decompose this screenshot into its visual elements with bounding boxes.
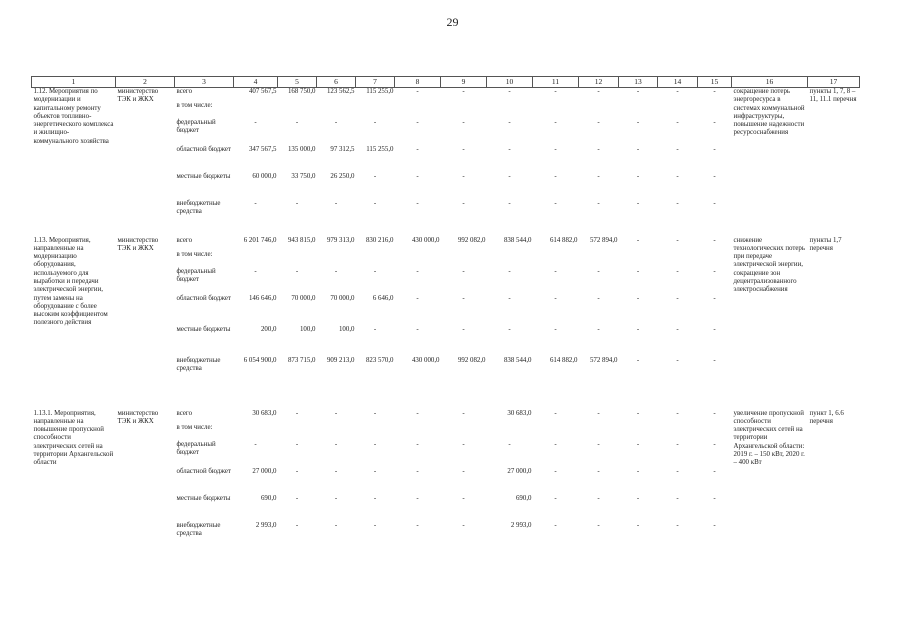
source-label: местные бюджеты [176, 494, 231, 502]
amount-cell: - [462, 267, 465, 275]
amount-cell: 873 715,0 [287, 356, 316, 364]
block-title: 1.12. Мероприятия по модернизации и капитальному ремонту объектов топливно-энергетического комплекса и жилищно-коммунального хозяйства [33, 88, 114, 145]
amount-cell: - [295, 118, 299, 126]
amount-cell: - [462, 199, 465, 207]
amount-cell: - [597, 440, 600, 448]
source-label: в том числе: [176, 101, 213, 109]
col-header: 16 [732, 77, 808, 88]
col-header: 9 [441, 77, 487, 88]
amount-cell: - [462, 145, 465, 153]
col-header: 3 [175, 77, 234, 88]
block-reference: пункты 1, 7, 8 – 11, 11.1 перечня [809, 88, 857, 104]
source-label: областной бюджет [176, 467, 231, 475]
col-header: 6 [317, 77, 356, 88]
amount-cell: - [508, 267, 511, 275]
amount-cell: - [554, 521, 557, 529]
col-header: 17 [808, 77, 860, 88]
amount-cell: 60 000,0 [252, 172, 277, 180]
amount-cell: - [597, 467, 600, 475]
amount-cell: - [676, 409, 679, 417]
amount-cell [356, 424, 395, 441]
source-label: в том числе: [176, 250, 213, 258]
amount-cell: - [295, 467, 299, 475]
amount-cell [317, 424, 356, 441]
amount-cell: 430 000,0 [411, 236, 440, 244]
amount-cell: - [636, 294, 640, 302]
amount-cell: 30 683,0 [252, 409, 277, 417]
amount-cell [619, 424, 658, 441]
amount-cell: - [254, 267, 257, 275]
source-label: всего [176, 236, 193, 244]
amount-cell: - [334, 267, 338, 275]
amount-cell: - [462, 325, 465, 333]
amount-cell: - [713, 440, 716, 448]
col-header: 15 [698, 77, 732, 88]
amount-cell: - [554, 409, 557, 417]
amount-cell [395, 251, 441, 268]
amount-cell: - [554, 267, 557, 275]
amount-cell: - [334, 118, 338, 126]
amount-cell: - [554, 145, 557, 153]
amount-cell: 70 000,0 [330, 294, 355, 302]
amount-cell [395, 102, 441, 119]
block-reference: пункты 1,7 перечня [809, 236, 842, 252]
amount-cell: - [416, 325, 419, 333]
amount-cell: 830 216,0 [365, 236, 394, 244]
amount-cell: - [636, 356, 640, 364]
amount-cell: 2 993,0 [255, 521, 277, 529]
col-header: 10 [487, 77, 533, 88]
amount-cell: 690,0 [260, 494, 277, 502]
amount-cell: - [295, 521, 299, 529]
amount-cell: - [508, 294, 511, 302]
amount-cell: - [597, 521, 600, 529]
amount-cell: - [636, 118, 640, 126]
amount-cell: 992 082,0 [457, 236, 486, 244]
amount-cell: - [462, 294, 465, 302]
source-label: федеральный бюджет [176, 440, 216, 456]
amount-cell [356, 251, 395, 268]
amount-cell [619, 102, 658, 119]
amount-cell: - [597, 494, 600, 502]
amount-cell: - [295, 199, 299, 207]
block-executor: министерство ТЭК и ЖКХ [117, 409, 159, 425]
amount-cell: - [713, 236, 716, 244]
amount-cell: 97 312,5 [330, 145, 355, 153]
amount-cell: - [508, 88, 511, 95]
source-label: всего [176, 88, 193, 95]
header-row [32, 77, 860, 88]
amount-cell: - [334, 409, 338, 417]
amount-cell: 838 544,0 [503, 356, 532, 364]
amount-cell: 992 082,0 [457, 356, 486, 364]
amount-cell: - [676, 267, 679, 275]
amount-cell: - [713, 118, 716, 126]
amount-cell [698, 424, 732, 441]
amount-cell: - [676, 145, 679, 153]
amount-cell [441, 102, 487, 119]
col-header: 1 [32, 77, 116, 88]
source-label: всего [176, 409, 193, 417]
amount-cell: 70 000,0 [291, 294, 316, 302]
amount-cell: - [508, 118, 511, 126]
amount-cell: - [597, 118, 600, 126]
col-header: 2 [116, 77, 175, 88]
amount-cell: - [295, 494, 299, 502]
amount-cell: - [713, 145, 716, 153]
amount-cell [441, 424, 487, 441]
amount-cell: - [254, 440, 257, 448]
amount-cell [441, 251, 487, 268]
source-label: областной бюджет [176, 294, 231, 302]
amount-cell: - [462, 440, 465, 448]
amount-cell: - [676, 521, 679, 529]
amount-cell: - [713, 172, 716, 180]
amount-cell: - [554, 467, 557, 475]
amount-cell [487, 424, 533, 441]
amount-cell: - [508, 440, 511, 448]
amount-cell: - [676, 88, 679, 95]
amount-cell: - [416, 172, 419, 180]
amount-cell: 407 567,5 [248, 88, 277, 95]
block-result: снижение технологических потерь при передаче электрической энергии, сокращение зон децентрализованного электроснабжения [733, 236, 806, 294]
amount-cell [698, 102, 732, 119]
amount-cell: - [373, 409, 377, 417]
amount-cell: 30 683,0 [507, 409, 532, 417]
amount-cell: - [554, 494, 557, 502]
amount-cell: 2 993,0 [510, 521, 532, 529]
amount-cell: - [636, 325, 640, 333]
amount-cell: 572 894,0 [589, 236, 618, 244]
source-label: местные бюджеты [176, 325, 231, 333]
amount-cell: - [373, 267, 377, 275]
amount-cell [234, 424, 278, 441]
amount-cell: - [636, 199, 640, 207]
amount-cell: 100,0 [338, 325, 355, 333]
amount-cell: - [636, 440, 640, 448]
amount-cell: - [334, 199, 338, 207]
amount-cell: - [295, 267, 299, 275]
block-spacer [32, 380, 860, 410]
amount-cell: - [416, 521, 419, 529]
amount-cell [579, 251, 619, 268]
amount-cell [487, 102, 533, 119]
amount-cell: 200,0 [260, 325, 277, 333]
amount-cell: 347 567,5 [248, 145, 277, 153]
amount-cell: - [254, 118, 257, 126]
amount-cell [356, 102, 395, 119]
spacer-cell [32, 223, 860, 237]
amount-cell: - [713, 88, 716, 95]
amount-cell: - [462, 172, 465, 180]
col-header: 5 [278, 77, 317, 88]
amount-cell [533, 424, 579, 441]
amount-cell: - [462, 521, 465, 529]
amount-cell: - [416, 494, 419, 502]
amount-cell: - [713, 325, 716, 333]
amount-cell: - [676, 118, 679, 126]
col-header: 11 [533, 77, 579, 88]
amount-cell: - [713, 199, 716, 207]
amount-cell: - [554, 118, 557, 126]
block-result: сокращение потерь энергоресурса в системах коммунальной инфраструктуры, повышение надежности ресурсоснабжения [733, 88, 805, 137]
amount-cell: - [462, 494, 465, 502]
amount-cell: - [676, 294, 679, 302]
amount-cell [234, 251, 278, 268]
amount-cell: 614 882,0 [549, 356, 578, 364]
amount-cell: - [373, 199, 377, 207]
amount-cell: 6 201 746,0 [243, 236, 277, 244]
spacer-cell [32, 380, 860, 410]
amount-cell: - [713, 467, 716, 475]
amount-cell: - [554, 325, 557, 333]
amount-cell: - [676, 356, 679, 364]
amount-cell: - [636, 145, 640, 153]
amount-cell: - [713, 294, 716, 302]
table-row [32, 88, 860, 102]
amount-cell: - [676, 236, 679, 244]
amount-cell: - [636, 494, 640, 502]
source-label: федеральный бюджет [176, 267, 216, 283]
amount-cell [619, 251, 658, 268]
amount-cell [533, 102, 579, 119]
amount-cell: - [713, 521, 716, 529]
amount-cell: - [416, 294, 419, 302]
amount-cell: - [554, 88, 557, 95]
amount-cell [317, 251, 356, 268]
amount-cell [234, 102, 278, 119]
amount-cell: - [676, 199, 679, 207]
source-label: внебюджетные средства [176, 356, 221, 372]
amount-cell [658, 424, 698, 441]
amount-cell: - [508, 172, 511, 180]
amount-cell: - [416, 199, 419, 207]
amount-cell: - [554, 172, 557, 180]
amount-cell: 823 570,0 [365, 356, 394, 364]
page-number: 29 [446, 15, 459, 29]
amount-cell: - [597, 267, 600, 275]
amount-cell: 430 000,0 [411, 356, 440, 364]
amount-cell: - [334, 467, 338, 475]
block-title: 1.13.1. Мероприятия, направленные на повышение пропускной способности электрических сетей на территории Архангельской области [33, 409, 114, 467]
amount-cell: - [416, 267, 419, 275]
amount-cell: - [373, 494, 377, 502]
amount-cell: - [462, 88, 465, 95]
amount-cell: - [416, 467, 419, 475]
amount-cell: - [636, 172, 640, 180]
amount-cell: 6 054 900,0 [243, 356, 277, 364]
amount-cell: - [554, 199, 557, 207]
amount-cell: - [416, 118, 419, 126]
block-title: 1.13. Мероприятия, направленные на модернизацию оборудования, используемого для выработки и передачи электрической энергии, путем замены на оборудование с более высоким коэффициентом полезного действия [33, 236, 108, 327]
amount-cell [278, 424, 317, 441]
amount-cell: - [334, 521, 338, 529]
amount-cell: - [508, 325, 511, 333]
source-label: федеральный бюджет [176, 118, 216, 134]
amount-cell: - [373, 118, 377, 126]
amount-cell [579, 102, 619, 119]
amount-cell: - [597, 409, 600, 417]
source-label: областной бюджет [176, 145, 231, 153]
source-label: внебюджетные средства [176, 521, 221, 537]
table-row [32, 237, 860, 251]
amount-cell: - [416, 88, 419, 95]
amount-cell: - [373, 325, 377, 333]
source-label: в том числе: [176, 423, 213, 431]
amount-cell: - [597, 325, 600, 333]
col-header: 14 [658, 77, 698, 88]
amount-cell: - [334, 440, 338, 448]
amount-cell: - [713, 409, 716, 417]
source-label: местные бюджеты [176, 172, 231, 180]
amount-cell: - [373, 521, 377, 529]
amount-cell: 690,0 [515, 494, 532, 502]
amount-cell: - [713, 356, 716, 364]
amount-cell: - [597, 172, 600, 180]
amount-cell: - [676, 440, 679, 448]
amount-cell: 33 750,0 [291, 172, 316, 180]
amount-cell [698, 251, 732, 268]
amount-cell: 943 815,0 [287, 236, 316, 244]
amount-cell: - [295, 409, 299, 417]
amount-cell [395, 424, 441, 441]
amount-cell: 6 646,0 [372, 294, 394, 302]
block-spacer [32, 223, 860, 237]
block-reference: пункт 1, 6.6 перечня [809, 409, 844, 425]
amount-cell: 168 750,0 [287, 88, 316, 95]
amount-cell: 572 894,0 [589, 356, 618, 364]
amount-cell: - [416, 440, 419, 448]
amount-cell: - [416, 409, 419, 417]
amount-cell: 27 000,0 [507, 467, 532, 475]
amount-cell: - [554, 440, 557, 448]
amount-cell: 115 255,0 [366, 88, 394, 95]
amount-cell: - [334, 494, 338, 502]
amount-cell: 115 255,0 [366, 145, 394, 153]
program-table [31, 76, 860, 545]
amount-cell: - [636, 88, 640, 95]
amount-cell: - [373, 467, 377, 475]
col-header: 8 [395, 77, 441, 88]
amount-cell: - [295, 440, 299, 448]
amount-cell: 135 000,0 [287, 145, 316, 153]
amount-cell [658, 102, 698, 119]
amount-cell [533, 251, 579, 268]
amount-cell [317, 102, 356, 119]
block-executor: министерство ТЭК и ЖКХ [117, 236, 159, 252]
amount-cell: - [597, 294, 600, 302]
amount-cell [278, 251, 317, 268]
amount-cell [278, 102, 317, 119]
amount-cell: - [676, 172, 679, 180]
amount-cell [579, 424, 619, 441]
amount-cell: - [597, 88, 600, 95]
col-header: 7 [356, 77, 395, 88]
col-header: 13 [619, 77, 658, 88]
amount-cell: - [636, 409, 640, 417]
amount-cell: - [254, 199, 257, 207]
amount-cell: - [373, 172, 377, 180]
col-header: 4 [234, 77, 278, 88]
amount-cell: 100,0 [299, 325, 316, 333]
amount-cell: 123 562,5 [326, 88, 355, 95]
table-row [32, 410, 860, 424]
block-result: увеличение пропускной способности электрических сетей на территории Архангельской области: 2019 г. – 150 кВт, 2020 г. – 400 кВт [733, 409, 805, 467]
amount-cell [658, 251, 698, 268]
amount-cell: - [373, 440, 377, 448]
amount-cell: 146 646,0 [248, 294, 277, 302]
amount-cell: - [416, 145, 419, 153]
amount-cell: 614 882,0 [549, 236, 578, 244]
amount-cell: - [636, 236, 640, 244]
amount-cell: - [462, 118, 465, 126]
amount-cell: - [462, 467, 465, 475]
amount-cell: - [597, 199, 600, 207]
block-executor: министерство ТЭК и ЖКХ [117, 88, 159, 104]
amount-cell: 909 213,0 [326, 356, 355, 364]
amount-cell: - [636, 267, 640, 275]
source-label: внебюджетные средства [176, 199, 221, 215]
amount-cell: - [676, 325, 679, 333]
amount-cell: - [597, 145, 600, 153]
amount-cell: 26 250,0 [330, 172, 355, 180]
amount-cell: - [713, 267, 716, 275]
amount-cell: - [676, 467, 679, 475]
col-header: 12 [579, 77, 619, 88]
amount-cell: 979 313,0 [326, 236, 355, 244]
amount-cell: - [636, 467, 640, 475]
amount-cell: - [462, 409, 465, 417]
table-body [32, 88, 860, 545]
amount-cell [487, 251, 533, 268]
amount-cell: - [554, 294, 557, 302]
amount-cell: - [676, 494, 679, 502]
amount-cell: 838 544,0 [503, 236, 532, 244]
amount-cell: - [508, 199, 511, 207]
amount-cell: 27 000,0 [252, 467, 277, 475]
amount-cell: - [636, 521, 640, 529]
amount-cell: - [713, 494, 716, 502]
amount-cell: - [508, 145, 511, 153]
